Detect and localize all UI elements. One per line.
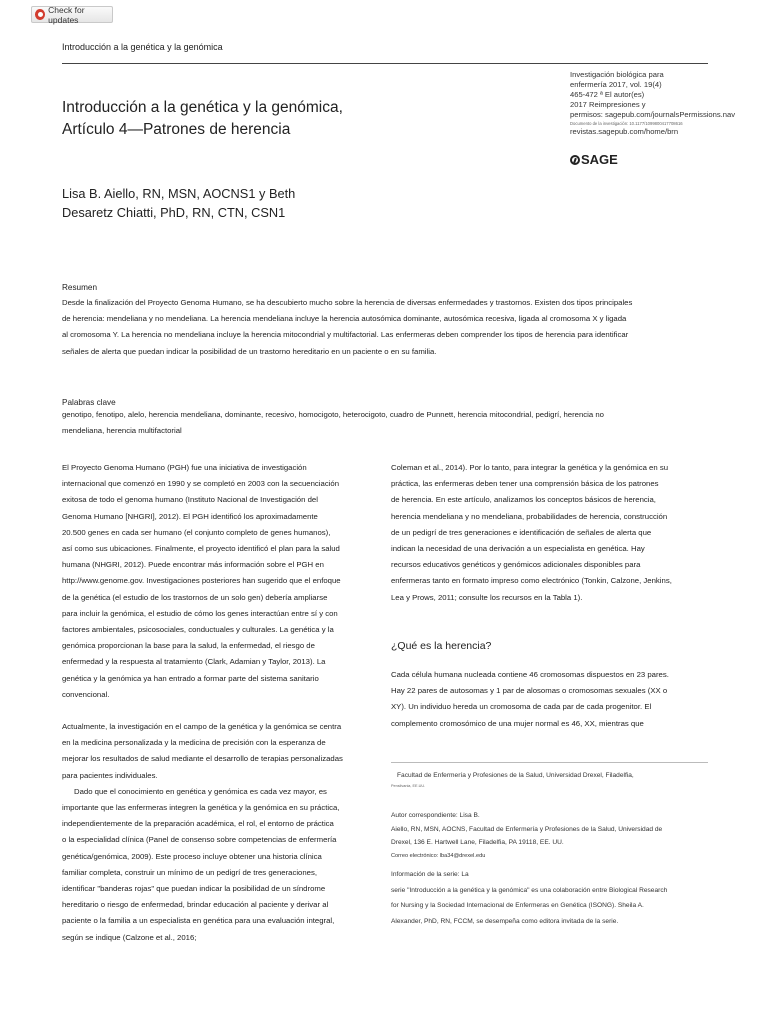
body-line: importante que las enfermeras integren la genética y la genómica en su práctica, [62,803,340,813]
body-line: recursos educativos genéticos y genómicos adicionales disponibles para [391,560,641,570]
publisher-logo [570,152,618,167]
body-line: independientemente de la preparación académica, el rol, el entorno de práctica [62,819,334,829]
header-rule [62,63,708,64]
journal-site-link[interactable]: revistas.sagepub.com/home/brn [570,127,679,136]
affiliation-line: Facultad de Enfermería y Profesiones de la Salud, Universidad Drexel, Filadelfia, [397,772,634,779]
body-line: para pacientes individuales. [62,770,158,780]
genome-link-line[interactable]: http://www.genome.gov. Investigaciones posteriores han sugerido que el enfoque [62,576,341,586]
series-footnote [391,869,667,927]
authors-line: Lisa B. Aiello, RN, MSN, AOCNS1 y Beth [62,186,296,201]
journal-info [570,70,736,137]
body-line: en la medicina personalizada y la medicina de precisión con la esperanza de [62,738,326,748]
body-line: convencional. [62,689,110,699]
affiliation-footnote [391,770,634,790]
body-line: El Proyecto Genoma Humano (PGH) fue una iniciativa de investigación [62,463,307,472]
keywords-heading: Palabras clave [62,398,116,407]
body-line: XY). Un individuo hereda un cromosoma de cada par de cada progenitor. El [391,702,652,712]
authors-line: Desaretz Chiatti, PhD, RN, CTN, CSN1 [62,205,286,220]
body-line: Dado que el conocimiento en genética y genómica es cada vez mayor, es [74,786,327,796]
permissions-link[interactable]: permisos: sagepub.com/journalsPermissions.nav [570,110,736,119]
check-for-updates-button[interactable] [31,6,113,23]
body-line: genética/genómica, 2009). Este proceso incluye obtener una historia clínica [62,851,322,861]
section-heading: ¿Qué es la herencia? [391,640,492,652]
body-line: Cada célula humana nucleada contiene 46 cromosomas dispuestos en 23 pares. [391,670,669,679]
journal-line: enfermería 2017, vol. 19(4) [570,80,662,89]
series-line: serie "Introducción a la genética y la genómica" es una colaboración entre Biological Research [391,886,668,894]
series-line: Alexander, PhD, RN, FCCM, se desempeña como editora invitada de la serie. [391,917,619,925]
body-line: familiar completa, construir un mínimo de un pedigrí de tres generaciones, [62,867,318,877]
column-left [62,460,382,946]
keywords [62,398,712,439]
body-line: herencia mendeliana y no mendeliana, probabilidades de herencia, construcción [391,511,668,521]
correspondence-footnote [391,810,662,862]
abstract-heading: Resumen [62,283,98,292]
authors [62,184,295,222]
column-right-section [391,667,711,732]
body-line: indican la necesidad de una derivación a un especialista en genética. Hay [391,544,645,554]
keywords-line: genotipo, fenotipo, alelo, herencia mendeliana, dominante, recesivo, homocigoto, heterocigoto, cuadro de Punnett, herencia mitocondrial, pedigrí, herencia no [62,410,604,419]
title-line: Introducción a la genética y la genómica, [62,99,343,116]
keywords-line: mendeliana, herencia multifactorial [62,426,182,436]
body-line: Coleman et al., 2014). Por lo tanto, para integrar la genética y la genómica en su [391,463,669,472]
body-line: enfermedad y la respuesta al tratamiento (Clark, Adamian y Taylor, 2013). La [62,657,326,667]
journal-line: Investigación biológica para [570,70,664,79]
body-line: de un pedigrí de tres generaciones e identificación de señales de alerta que [391,527,652,537]
body-line: de la genética (el estudio de los trastornos de un solo gen) debería ampliarse [62,592,328,602]
body-line: factores ambientales, psicosociales, conductuales y culturales. La genética y la [62,625,334,635]
body-line: Genoma Humano [NHGRI], 2012). El PGH identificó los aproximadamente [62,511,318,521]
correspondence-line: Drexel, 136 E. Hartwell Lane, Filadelfia, PA 19118, EE. UU. [391,839,564,847]
update-icon [35,9,45,20]
sage-logo-icon [570,155,580,165]
abstract-line: de herencia: mendeliana y no mendeliana. La herencia mendeliana incluye la herencia autosómica dominante, autosómica recesiva, ligada al cromosoma X y ligada [62,314,627,324]
email-link[interactable]: Correo electrónico: lba34@drexel.edu [391,852,486,859]
footnote-rule [391,762,708,763]
journal-line: 465-472 ª El autor(es) [570,90,645,99]
body-line: identificar "banderas rojas" que puedan indicar la posibilidad de un síndrome [62,884,326,894]
doi-line[interactable]: Documento de la investigación: 10.1177/1099800417708616 [570,121,683,126]
abstract-line: señales de alerta que puedan indicar la posibilidad de un trastorno hereditario en un paciente o en su familia. [62,346,437,356]
body-line: exitosa de todo el genoma humano (Instituto Nacional de Investigación del [62,495,318,505]
body-line: Lea y Prows, 2011; consulte los recursos en la Tabla 1). [391,592,583,602]
running-head: Introducción a la genética y la genómica [62,42,223,52]
body-line: paciente o la familia a un especialista en genética para una evaluación integral, [62,916,335,926]
title-line: Artículo 4—Patrones de herencia [62,121,291,138]
series-line: Información de la serie: La [391,871,469,878]
body-line: complemento cromosómico de una mujer normal es 46, XX, mientras que [391,718,644,728]
affiliation-location: Pensilvania, EE.UU. [391,783,426,788]
body-line: mejorar los resultados de salud mediante el desarrollo de terapias personalizadas [62,754,343,764]
body-line: humana (NHGRI, 2012). Puede encontrar más información sobre el PGH en [62,560,324,570]
abstract-line: al cromosoma Y. La herencia no mendeliana incluye la herencia mitocondrial y multifactorial. Las enfermeras deben comprender los tipos de herencia para identificar [62,330,629,340]
body-line: o la especialidad clínica (Panel de consenso sobre competencias de enfermería [62,835,337,845]
correspondence-line: Aiello, RN, MSN, AOCNS, Facultad de Enfermería y Profesiones de la Salud, Universidad de [391,825,663,833]
body-line: enfermeras tanto en formato impreso como electrónico (Tonkin, Calzone, Jenkins, [391,576,672,586]
abstract [62,283,712,360]
body-line: hereditario o riesgo de enfermedad, brindar educación al paciente y derivar al [62,900,329,910]
body-line: internacional que comenzó en 1990 y se completó en 2003 con la secuenciación [62,479,340,489]
body-line: Hay 22 pares de autosomas y 1 par de alosomas o cromosomas sexuales (XX o [391,686,668,696]
publisher-name: SAGE [581,152,618,167]
article-title [62,97,542,141]
series-line: for Nursing y la Sociedad Internacional de Enfermeras en Genética (ISONG). Sheila A. [391,902,644,910]
body-line: 20.500 genes en cada ser humano (el conjunto completo de genes humanos), [62,527,331,537]
body-line: práctica, las enfermeras deben tener una comprensión básica de los patrones [391,479,659,489]
correspondence-line: Autor correspondiente: Lisa B. [391,812,480,819]
body-line: según se indique (Calzone et al., 2016; [62,932,197,942]
body-line: de herencia. En este artículo, analizamos los conceptos básicos de herencia, [391,495,656,505]
body-line: para incluir la genómica, el estudio de cómo los genes interactúan entre sí y con [62,608,338,618]
column-right [391,460,711,606]
abstract-line: Desde la finalización del Proyecto Genoma Humano, se ha descubierto mucho sobre la herencia de diversas enfermedades y trastornos. Existen dos tipos principales [62,298,633,307]
check-for-updates-label: Check for updates [48,4,85,25]
body-line: genómica proporcionan la base para la salud, la enfermedad, el riesgo de [62,641,315,651]
body-line: Actualmente, la investigación en el campo de la genética y la genómica se centra [62,722,342,732]
journal-line: 2017 Reimpresiones y [570,100,646,109]
body-line: genética y la genómica ya han entrado a formar parte del sistema sanitario [62,673,319,683]
body-line: así como sus ubicaciones. Finalmente, el proyecto identificó el plan para la salud [62,544,340,554]
